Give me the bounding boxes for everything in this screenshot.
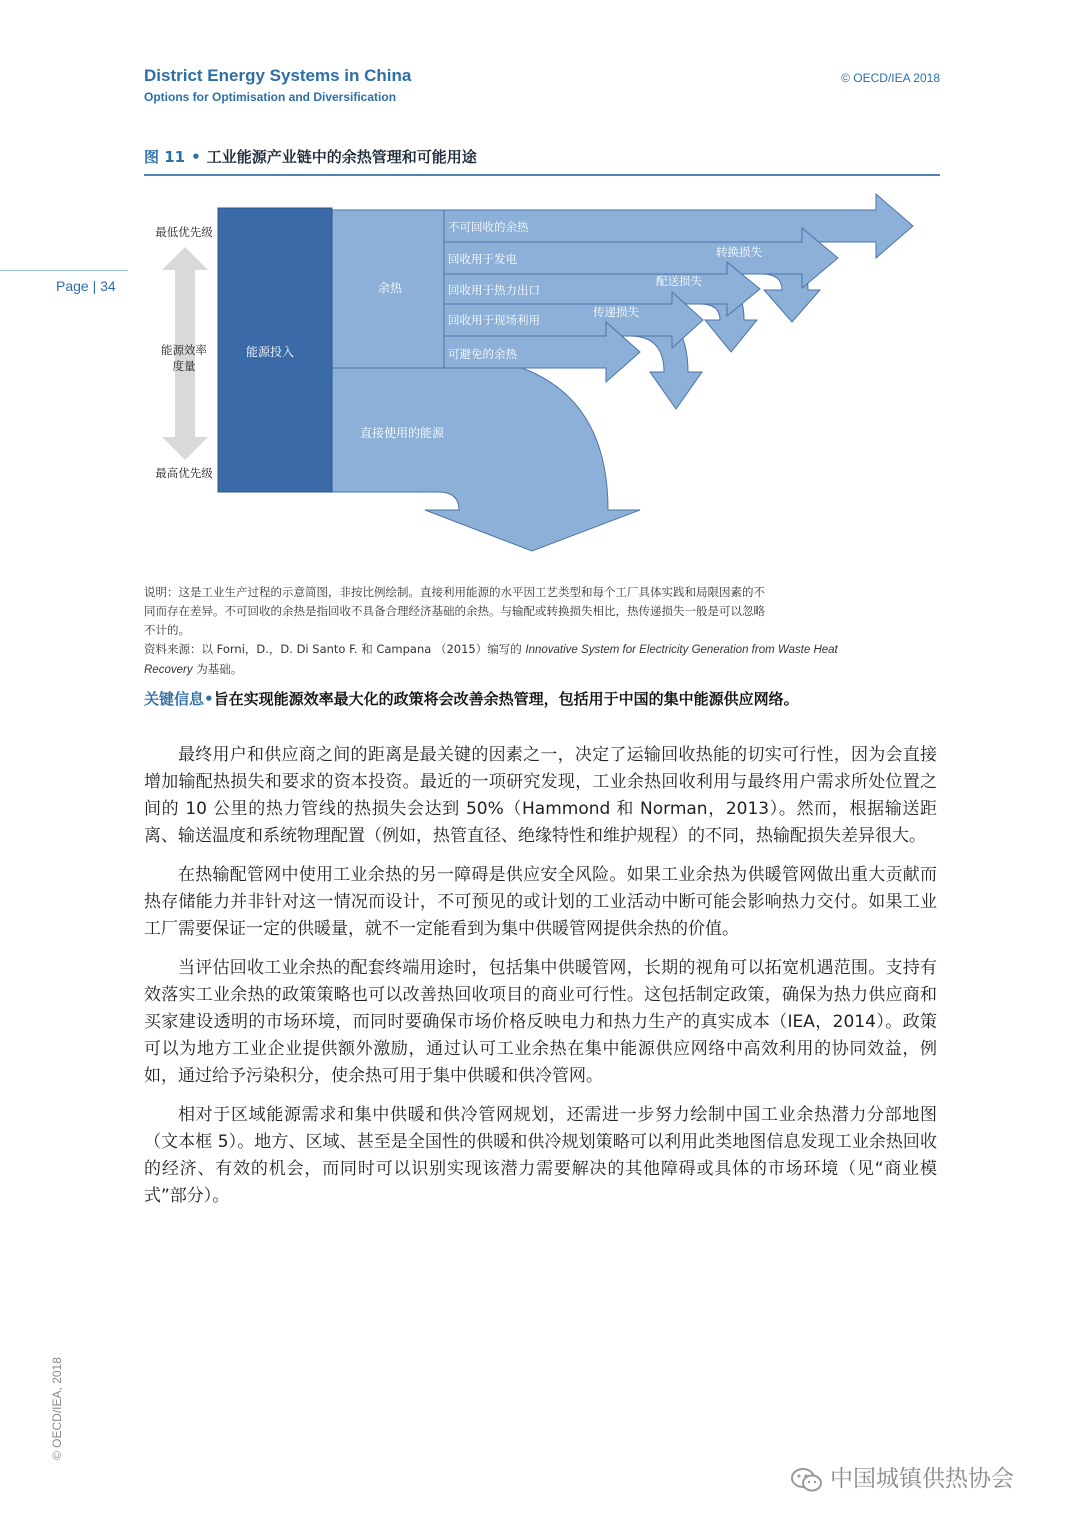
source-title-a: Innovative System for Electricity Generation from Waste Heat	[525, 644, 838, 656]
label-recovered-onsite: 回收用于现场利用	[448, 313, 540, 327]
watermark	[790, 1460, 1014, 1494]
source-line-1	[144, 640, 940, 660]
waste-heat-diagram	[0, 0, 1080, 580]
label-high-priority: 最高优先级	[155, 466, 213, 480]
label-transfer-loss: 传递损失	[593, 305, 639, 319]
label-unrecoverable: 不可回收的余热	[448, 220, 529, 234]
paragraph-1: 最终用户和供应商之间的距离是最关键的因素之一，决定了运输回收热能的切实可行性，因为会直接增加输配热损失和要求的资本投资。最近的一项研究发现，工业余热回收利用与最终用户需求所处位置之间的 10 公里的热力管线的热损失会达到 50%（Hammond 和 Norman，2013）。然而，根据输送距离、输送温度和系统物理配置（例如，热管直径、绝缘特性和维护规程）的不同，热输配损失差异很大。	[144, 745, 937, 846]
header-subtitle: Options for Optimisation and Diversification	[144, 90, 397, 104]
note-line-1: 说明：这是工业生产过程的示意简图，非按比例绘制。直接利用能源的水平因工艺类型和每个工厂具体实践和局限因素的不	[144, 585, 765, 599]
label-low-priority: 最低优先级	[155, 225, 213, 239]
body-text	[144, 742, 937, 1222]
direct-use-flow	[332, 368, 640, 551]
source-suffix: 为基础。	[192, 662, 243, 676]
label-direct-use: 直接使用的能源	[359, 426, 445, 440]
figure-number: 图 11	[144, 148, 186, 166]
label-avoidable: 可避免的余热	[448, 347, 517, 361]
label-energy-input: 能源投入	[245, 345, 295, 359]
note-line-3: 不计的。	[144, 623, 190, 637]
watermark-text: 中国城镇供热协会	[830, 1466, 1014, 1492]
figure-note	[144, 583, 940, 680]
page-number: Page | 34	[56, 278, 116, 294]
key-message-label: 关键信息	[144, 690, 205, 708]
key-message-text: 旨在实现能源效率最大化的政策将会改善余热管理，包括用于中国的集中能源供应网络。	[213, 690, 799, 708]
paragraph-4: 相对于区域能源需求和集中供暖和供冷管网规划，还需进一步努力绘制中国工业余热潜力分部地图（文本框 5）。地方、区域、甚至是全国性的供暖和供冷规划策略可以利用此类地图信息发现工业余热回收的经济、有效的机会，而同时可以识别实现该潜力需要解决的其他障碍或具体的市场环境（见“商业模式”部分）。	[144, 1105, 937, 1206]
bullet-icon: •	[191, 148, 201, 166]
label-recovered-heat-export: 回收用于热力出口	[448, 283, 540, 297]
source-title-b: Recovery	[144, 664, 193, 676]
label-efficiency-l1: 能源效率	[161, 343, 207, 357]
bullet-icon: •	[204, 690, 214, 708]
label-distribution-loss: 配送损失	[656, 274, 702, 288]
paragraph-3: 当评估回收工业余热的配套终端用途时，包括集中供暖管网，长期的视角可以拓宽机遇范围。支持有效落实工业余热的政策策略也可以改善热回收项目的商业可行性。这包括制定政策，确保为热力供应商和买家建设透明的市场环境，而同时要确保市场价格反映电力和热力生产的真实成本（IEA，2014）。政策可以为地方工业企业提供额外激励，通过认可工业余热在集中能源供应网络中高效利用的协同效益，例如，通过给予污染积分，使余热可用于集中供暖和供冷管网。	[144, 958, 937, 1086]
label-waste-heat: 余热	[377, 281, 403, 295]
label-efficiency-l2: 度量	[172, 359, 196, 373]
label-recovered-power: 回收用于发电	[448, 252, 517, 266]
label-conversion-loss: 转换损失	[716, 245, 762, 259]
side-copyright: © OECD/IEA, 2018	[50, 1357, 64, 1460]
header-copyright: © OECD/IEA 2018	[841, 71, 940, 85]
wechat-icon	[790, 1466, 824, 1494]
key-message	[144, 688, 954, 709]
header-title: District Energy Systems in China	[144, 66, 412, 85]
source-line-2	[144, 660, 940, 680]
figure-title-text: 工业能源产业链中的余热管理和可能用途	[206, 148, 477, 166]
source-prefix: 资料来源：以 Forni，D.，D. Di Santo F. 和 Campana （2015）编写的	[144, 642, 526, 656]
note-line-2: 同而存在差异。不可回收的余热是指回收不具备合理经济基础的余热。与输配或转换损失相比，热传递损失一般是可以忽略	[144, 604, 765, 618]
paragraph-2: 在热输配管网中使用工业余热的另一障碍是供应安全风险。如果工业余热为供暖管网做出重大贡献而热存储能力并非针对这一情况而设计，不可预见的或计划的工业活动中断可能会影响热力交付。如果工业工厂需要保证一定的供暖量，就不一定能看到为集中供暖管网提供余热的价值。	[144, 865, 937, 939]
